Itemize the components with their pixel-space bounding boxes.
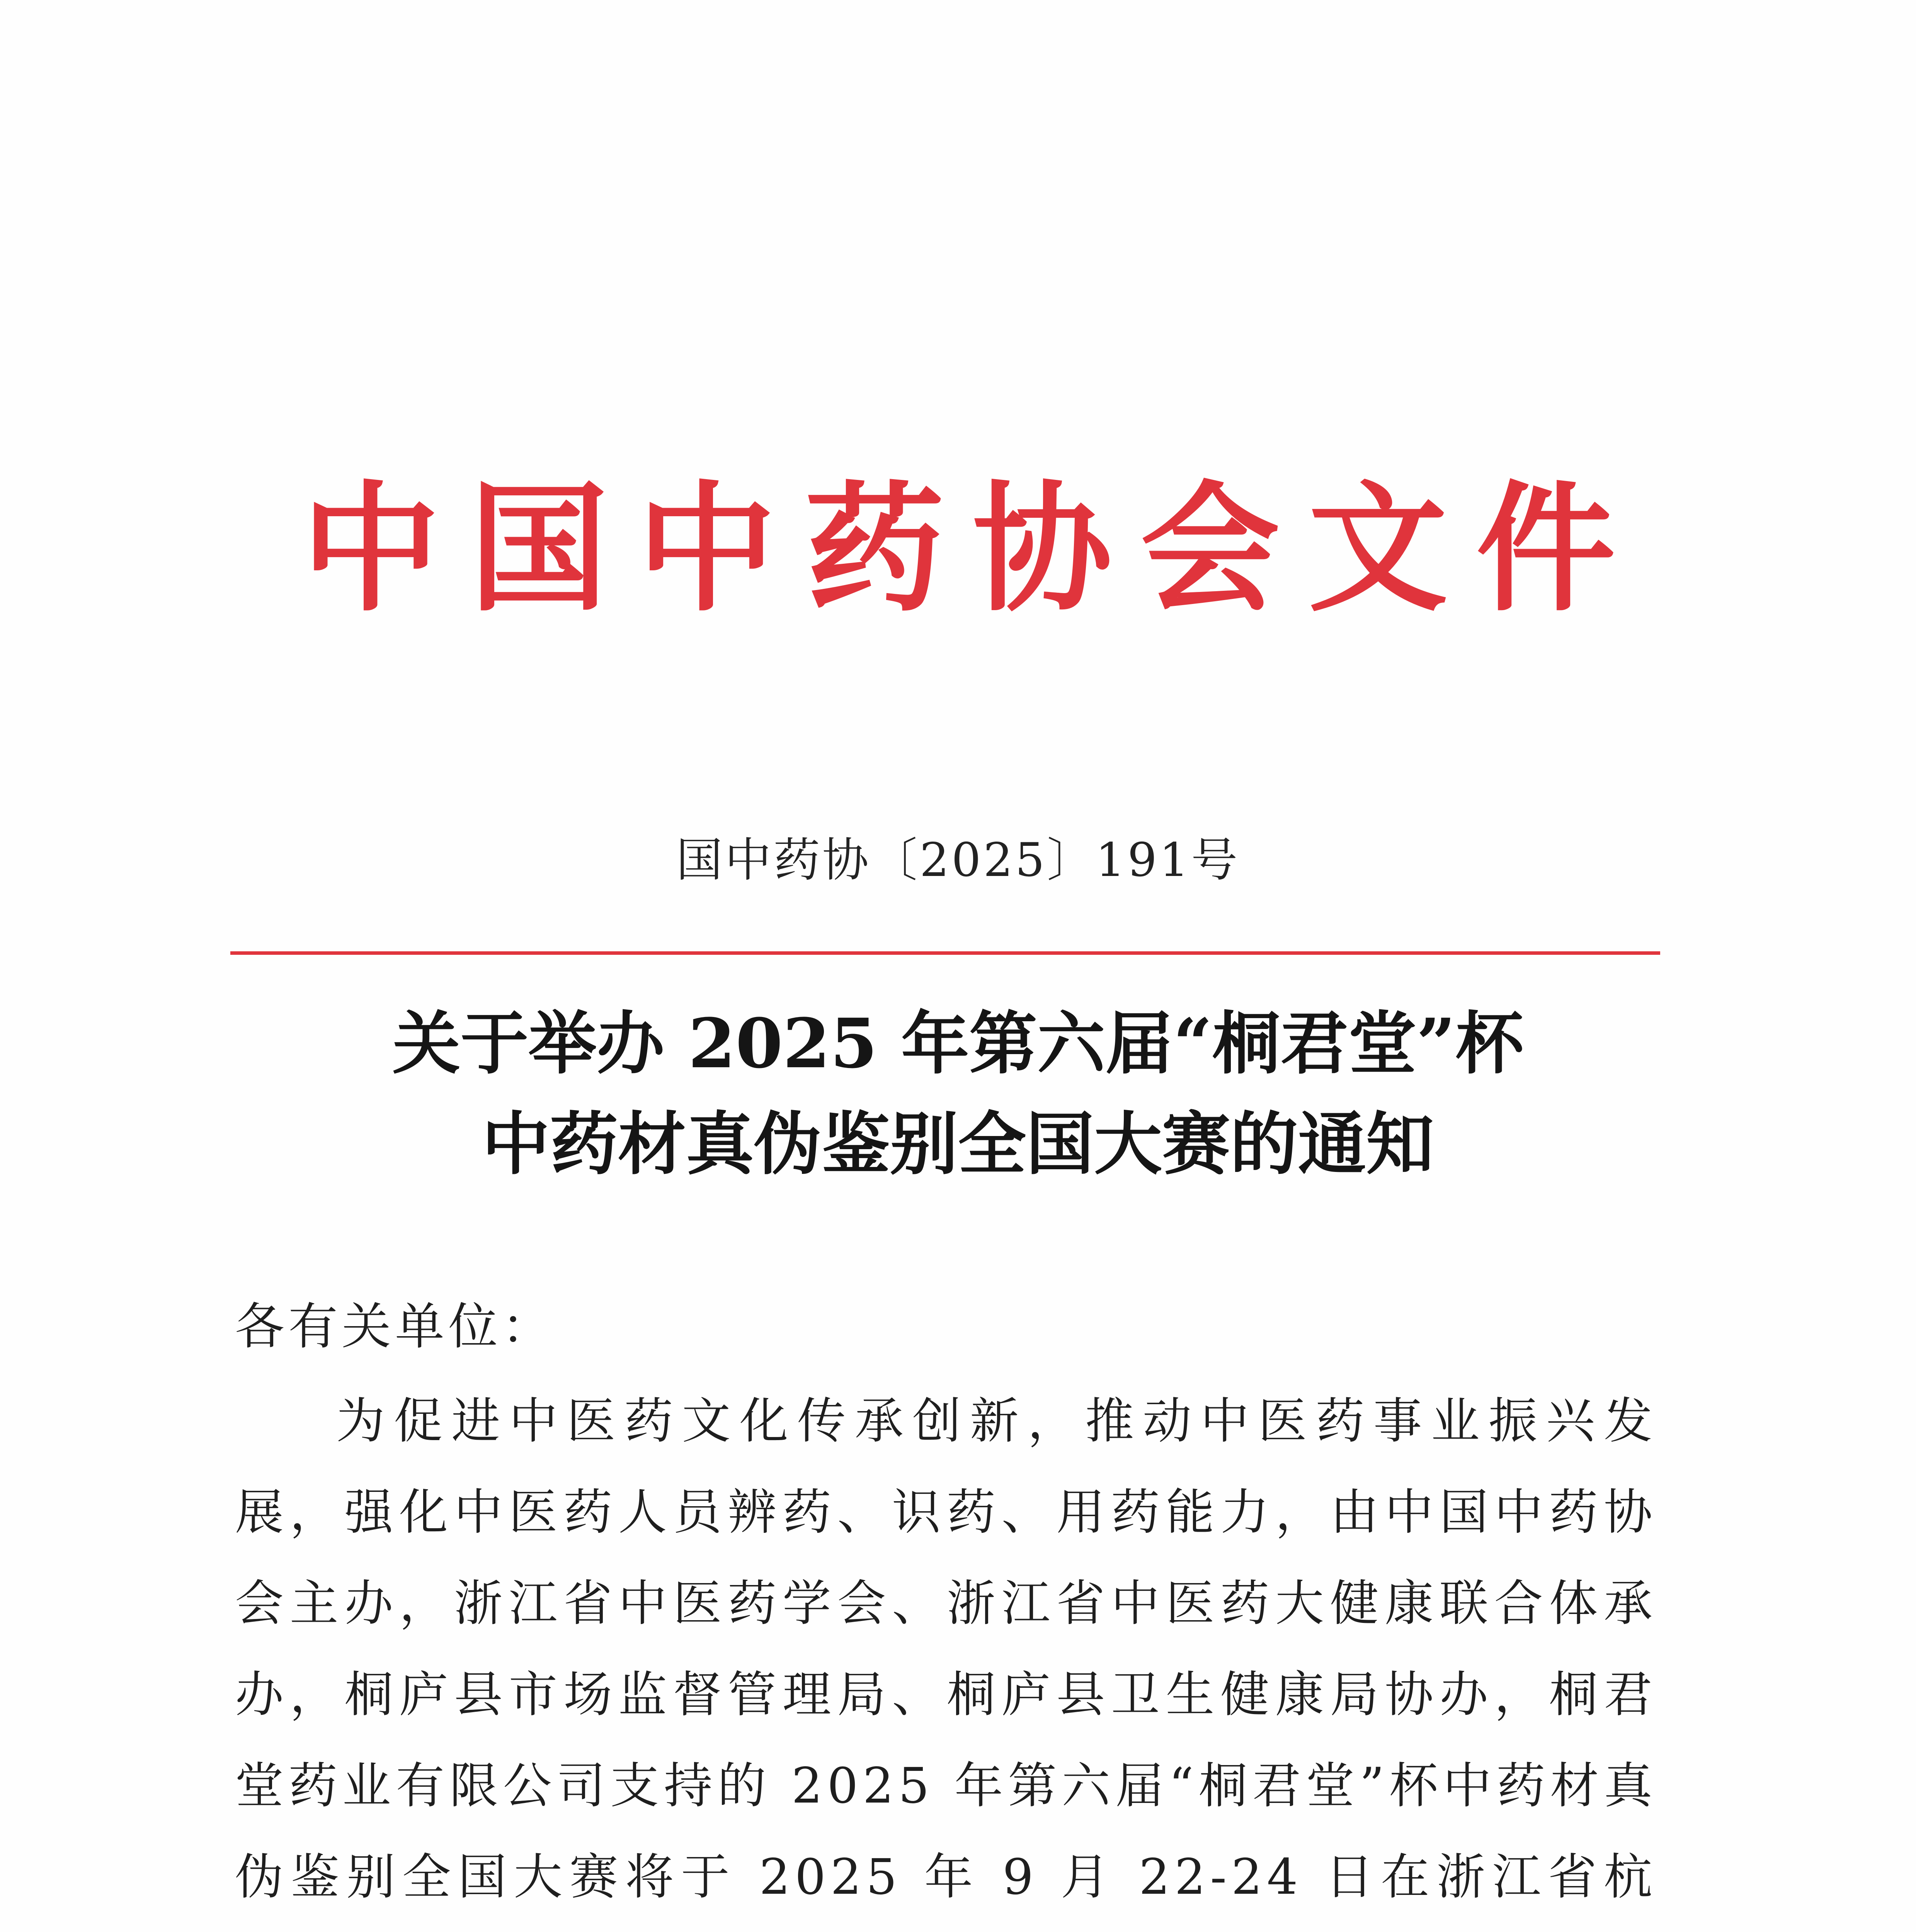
masthead-char: 中 (637, 467, 776, 630)
masthead-char: 国 (469, 467, 609, 630)
masthead-char: 药 (805, 467, 944, 630)
document-title-line-1: 关于举办 2025 年第六届“桐君堂”杯 (392, 1003, 1524, 1083)
red-divider (230, 951, 1660, 955)
masthead-char: 会 (1140, 467, 1280, 630)
masthead-char: 中 (301, 467, 441, 630)
masthead-char: 文 (1308, 467, 1448, 630)
document-number: 国中药协〔2025〕191号 (676, 833, 1240, 887)
masthead-title (301, 467, 1615, 630)
intro-paragraph: 为促进中医药文化传承创新，推动中医药事业振兴发展，强化中医药人员辨药、识药、用药能力，由中国中药协会主办，浙江省中医药学会、浙江省中医药大健康联合体承办，桐庐县市场监督管理局、桐庐县卫生健康局协办，桐君堂药业有限公司支持的 2025 年第六届“桐君堂”杯中药材真伪鉴别全国大赛将于 2025 年 9 月 22-24 日在浙江省杭 (235, 1393, 1657, 1905)
document-title-line-2: 中药材真伪鉴别全国大赛的通知 (482, 1104, 1434, 1184)
masthead-char: 件 (1476, 467, 1615, 630)
masthead-char: 协 (973, 467, 1112, 630)
salutation: 各有关单位： (235, 1298, 555, 1355)
